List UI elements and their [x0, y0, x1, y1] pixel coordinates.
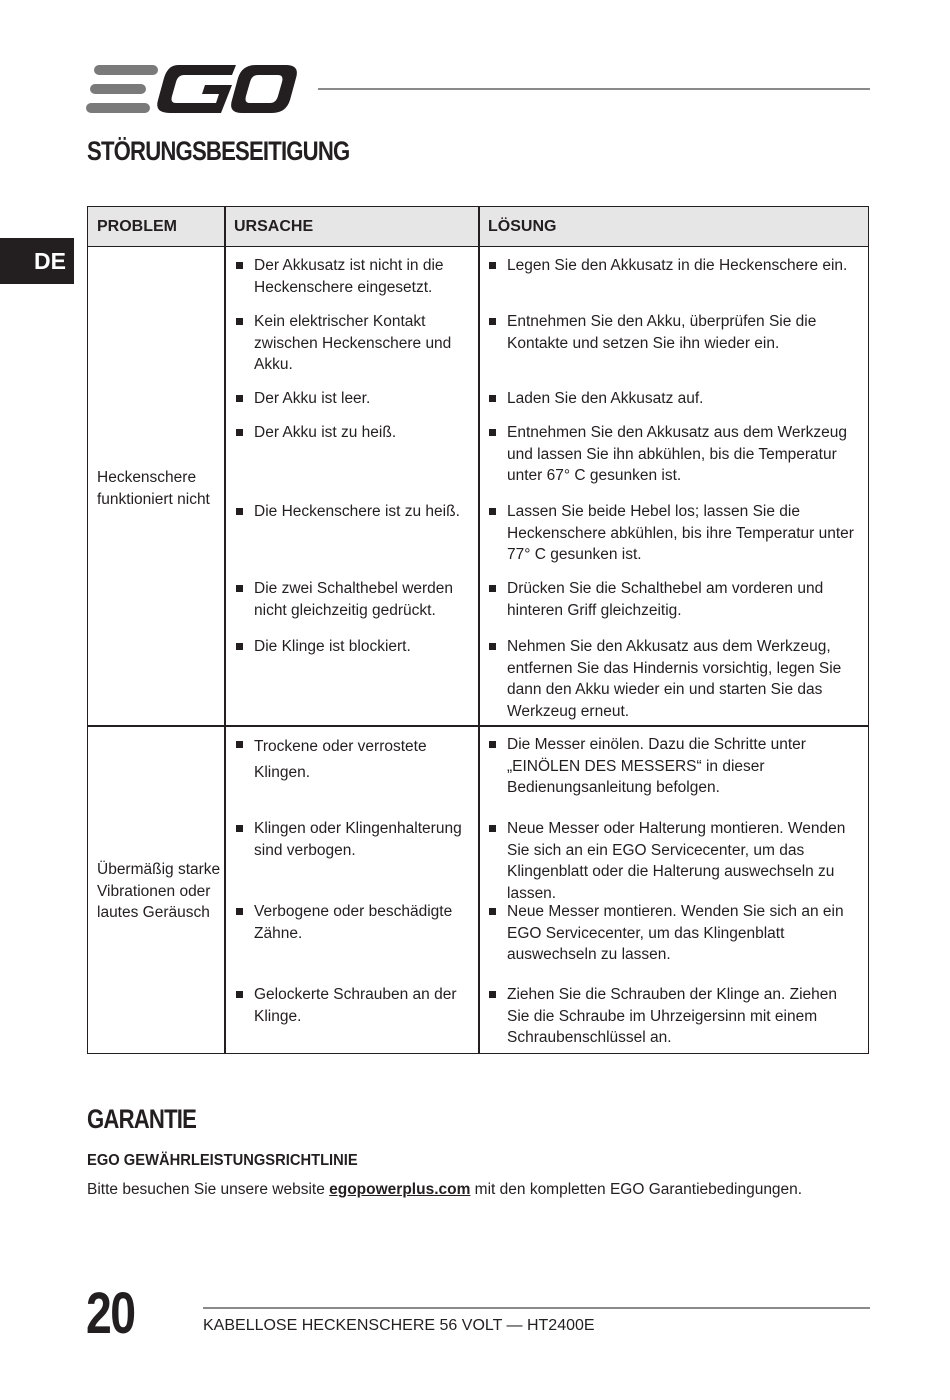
header-rule: [318, 88, 870, 90]
cause-item: Die Klinge ist blockiert.: [236, 636, 476, 658]
warranty-title: GARANTIE: [87, 1104, 197, 1134]
cause-item: Die Heckenschere ist zu heiß.: [236, 501, 476, 523]
bullet: [236, 585, 243, 592]
problem-label: Übermäßig starke Vibrationen oder lautes Geräusch: [97, 861, 221, 921]
solution-item: Entnehmen Sie den Akku, überprüfen Sie die Kontakte und setzen Sie ihn wieder ein.: [489, 311, 861, 354]
bullet: [236, 825, 243, 832]
cause-item: Der Akku ist leer.: [236, 388, 476, 410]
bullet: [236, 395, 243, 402]
bullet: [489, 262, 496, 269]
language-tab: DE: [0, 238, 74, 284]
bullet: [236, 991, 243, 998]
bullet: [489, 991, 496, 998]
section-title: STÖRUNGSBESEITIGUNG: [87, 136, 350, 166]
solution-item: Die Messer einölen. Dazu die Schritte unter „EINÖLEN DES MESSERS“ in dieser Bedienungsanleitung befolgen.: [489, 734, 861, 799]
solution-item: Nehmen Sie den Akkusatz aus dem Werkzeug, entfernen Sie das Hindernis vorsichtig, legen Sie dann den Akku wieder ein und starten Sie das Werkzeug erneut.: [489, 636, 861, 722]
header-cause: URSACHE: [225, 207, 479, 247]
bullet: [489, 741, 496, 748]
cause-item: Der Akku ist zu heiß.: [236, 422, 476, 444]
footer-rule: [203, 1307, 870, 1309]
solution-item: Lassen Sie beide Hebel los; lassen Sie die Heckenschere abkühlen, bis ihre Temperatur unter 77° C gesunken ist.: [489, 501, 861, 566]
warranty-text: Bitte besuchen Sie unsere website egopowerplus.com mit den kompletten EGO Garantiebedingungen.: [87, 1181, 803, 1198]
bullet: [236, 643, 243, 650]
bullet: [236, 318, 243, 325]
bullet: [236, 908, 243, 915]
bullet: [489, 908, 496, 915]
solution-item: Legen Sie den Akkusatz in die Heckenschere ein.: [489, 255, 861, 277]
cause-item: Klingen oder Klingenhalterung sind verbogen.: [236, 818, 476, 861]
bullet: [489, 429, 496, 436]
solution-item: Neue Messer oder Halterung montieren. Wenden Sie sich an ein EGO Servicecenter, um das Klingenblatt oder die Halterung auswechseln zu lassen.: [489, 818, 861, 904]
bullet: [236, 429, 243, 436]
column-divider: [478, 207, 480, 1053]
bullet: [236, 262, 243, 269]
bullet: [236, 741, 243, 748]
bullet: [489, 318, 496, 325]
column-divider: [224, 207, 226, 1053]
header-solution: LÖSUNG: [479, 207, 868, 247]
bullet: [489, 395, 496, 402]
solution-item: Drücken Sie die Schalthebel am vorderen und hinteren Griff gleichzeitig.: [489, 578, 861, 621]
cause-item: Verbogene oder beschädigte Zähne.: [236, 901, 476, 944]
ego-logo: [86, 64, 298, 114]
page-number: 20: [86, 1281, 135, 1346]
solution-item: Laden Sie den Akkusatz auf.: [489, 388, 861, 410]
cause-item: Trockene oder verrostete Klingen.: [236, 734, 476, 786]
cause-item: Die zwei Schalthebel werden nicht gleichzeitig gedrückt.: [236, 578, 476, 621]
problem-label: Heckenschere funktioniert nicht: [97, 469, 210, 508]
bullet: [489, 643, 496, 650]
warranty-subtitle: EGO GEWÄHRLEISTUNGSRICHTLINIE: [87, 1152, 358, 1169]
solution-item: Ziehen Sie die Schrauben der Klinge an. Ziehen Sie die Schraube im Uhrzeigersinn mit einem Schraubenschlüssel an.: [489, 984, 861, 1049]
header-problem: PROBLEM: [88, 207, 225, 247]
row-divider: [88, 725, 868, 727]
solution-item: Entnehmen Sie den Akkusatz aus dem Werkzeug und lassen Sie ihn abkühlen, bis die Temperatur unter 67° C gesunken ist.: [489, 422, 861, 487]
footer-title: KABELLOSE HECKENSCHERE 56 VOLT — HT2400E: [203, 1317, 595, 1334]
solution-item: Neue Messer montieren. Wenden Sie sich an ein EGO Servicecenter, um das Klingenblatt auswechseln zu lassen.: [489, 901, 861, 966]
website-link[interactable]: egopowerplus.com: [329, 1181, 471, 1198]
troubleshooting-table: [87, 206, 869, 1054]
cause-item: Gelockerte Schrauben an der Klinge.: [236, 984, 476, 1027]
bullet: [489, 585, 496, 592]
cause-item: Der Akkusatz ist nicht in die Heckenschere eingesetzt.: [236, 255, 476, 298]
cause-item: Kein elektrischer Kontakt zwischen Heckenschere und Akku.: [236, 311, 476, 376]
bullet: [236, 508, 243, 515]
bullet: [489, 508, 496, 515]
bullet: [489, 825, 496, 832]
